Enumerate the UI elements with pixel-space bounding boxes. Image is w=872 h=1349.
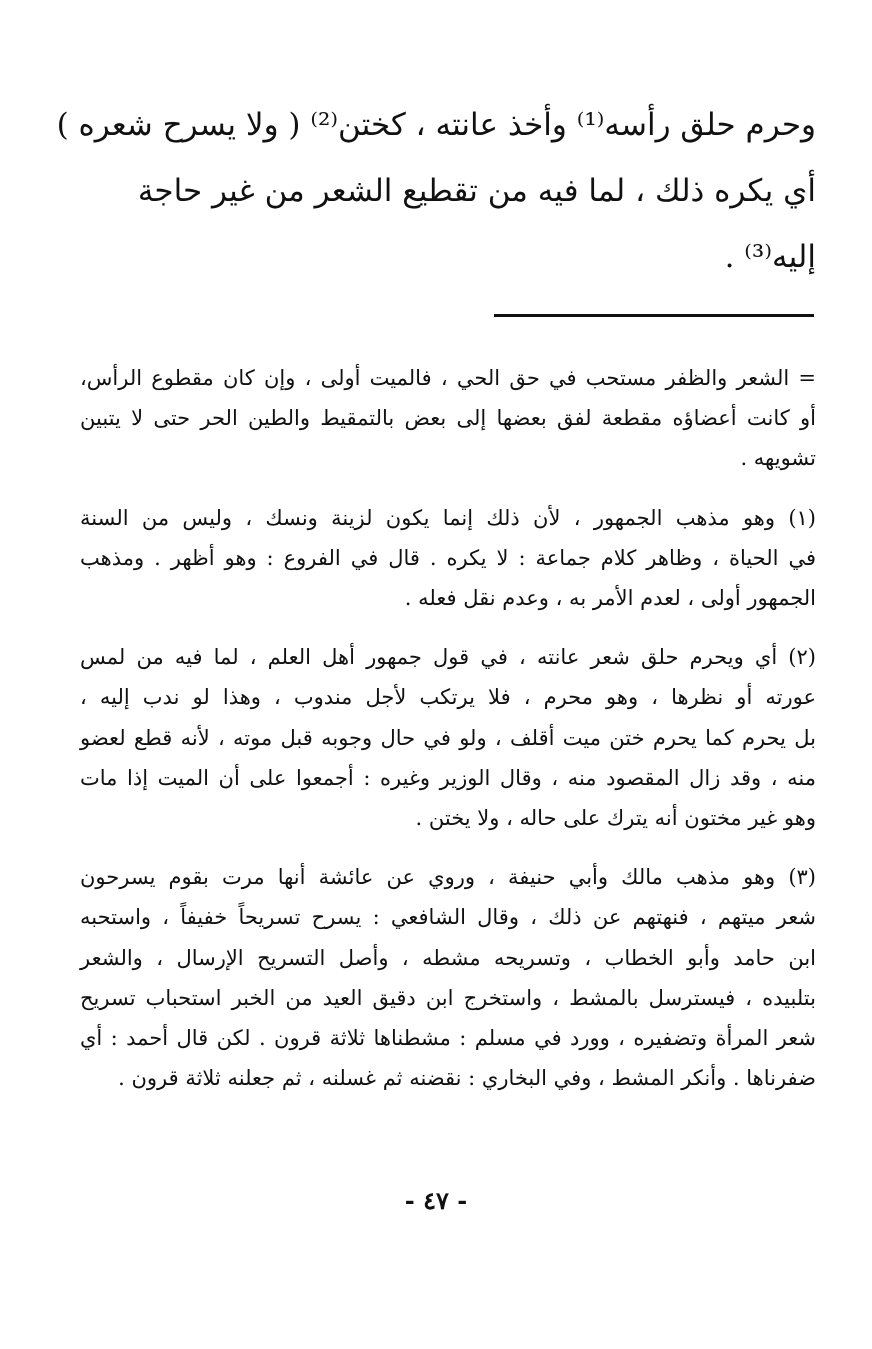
footnote-line: وهو غير مختون أنه يترك على حاله ، ولا يختن . (415, 806, 816, 831)
footnote-separator (494, 314, 814, 317)
footnote-2 (80, 637, 816, 838)
main-text-line: إليه⁽³⁾ . (724, 239, 816, 275)
footnote-line: (٣) وهو مذهب مالك وأبي حنيفة ، وروي عن عائشة أنها مرت بقوم يسرحون (80, 865, 816, 890)
footnote-line: عورته أو نظرها ، وهو محرم ، فلا يرتكب لأجل مندوب ، وهذا لو ندب إليه ، (80, 685, 816, 710)
footnote-line: (٢) أي ويحرم حلق شعر عانته ، في قول جمهور أهل العلم ، لما فيه من لمس (80, 645, 816, 670)
footnote-1 (80, 498, 816, 619)
footnote-line: شعر المرأة وتضفيره ، وورد في مسلم : مشطناها ثلاثة قرون . لكن قال أحمد : أي (80, 1026, 816, 1051)
footnote-line: ضفرناها . وأنكر المشط ، وفي البخاري : نقضنه ثم غسلنه ، ثم جعلنه ثلاثة قرون . (118, 1066, 816, 1091)
footnote-line: بتلبيده ، فيسترسل بالمشط ، واستخرج ابن دقيق العيد من الخبر استحباب تسريح (80, 985, 816, 1010)
footnote-3 (80, 857, 816, 1098)
footnote-line: = الشعر والظفر مستحب في حق الحي ، فالميت أولى ، وإن كان مقطوع الرأس، (80, 366, 816, 390)
main-text-line: أي يكره ذلك ، لما فيه من تقطيع الشعر من غير حاجة (137, 173, 816, 209)
footnote-line: أو كانت أعضاؤه مقطعة لفق بعضها إلى بعض بالتمقيط والطين الحر حتى لا يتبين (80, 406, 816, 431)
footnote-continuation (80, 358, 816, 479)
footnote-line: منه ، وقد زال المقصود منه ، وقال الوزير وغيره : أجمعوا على أن الميت إذا مات (80, 765, 816, 790)
main-text (56, 92, 816, 290)
page-number: - ٤٧ - (404, 1186, 468, 1215)
footnote-line: شعر ميتهم ، فنهتهم عن ذلك ، وقال الشافعي : يسرح تسريحاً خفيفاً ، واستحبه (80, 905, 816, 930)
footnote-line: تشويهه . (740, 446, 816, 471)
footnote-line: (١) وهو مذهب الجمهور ، لأن ذلك إنما يكون لزينة ونسك ، وليس من السنة (80, 505, 816, 530)
footnotes (80, 358, 816, 1117)
footnote-line: بل يحرم كما يحرم ختن ميت أقلف ، ولو في حال وجوبه قبل موته ، لأنه قطع لعضو (80, 725, 816, 750)
footnote-line: في الحياة ، وظاهر كلام جماعة : لا يكره . قال في الفروع : وهو أظهر . ومذهب (80, 545, 816, 570)
main-text-line: وحرم حلق رأسه⁽¹⁾ وأخذ عانته ، كختن⁽²⁾ ( ولا يسرح شعره ) (56, 107, 816, 143)
footnote-line: الجمهور أولى ، لعدم الأمر به ، وعدم نقل فعله . (404, 586, 816, 611)
footnote-line: ابن حامد وأبو الخطاب ، وتسريحه مشطه ، وأصل التسريح الإرسال ، والشعر (80, 945, 816, 970)
